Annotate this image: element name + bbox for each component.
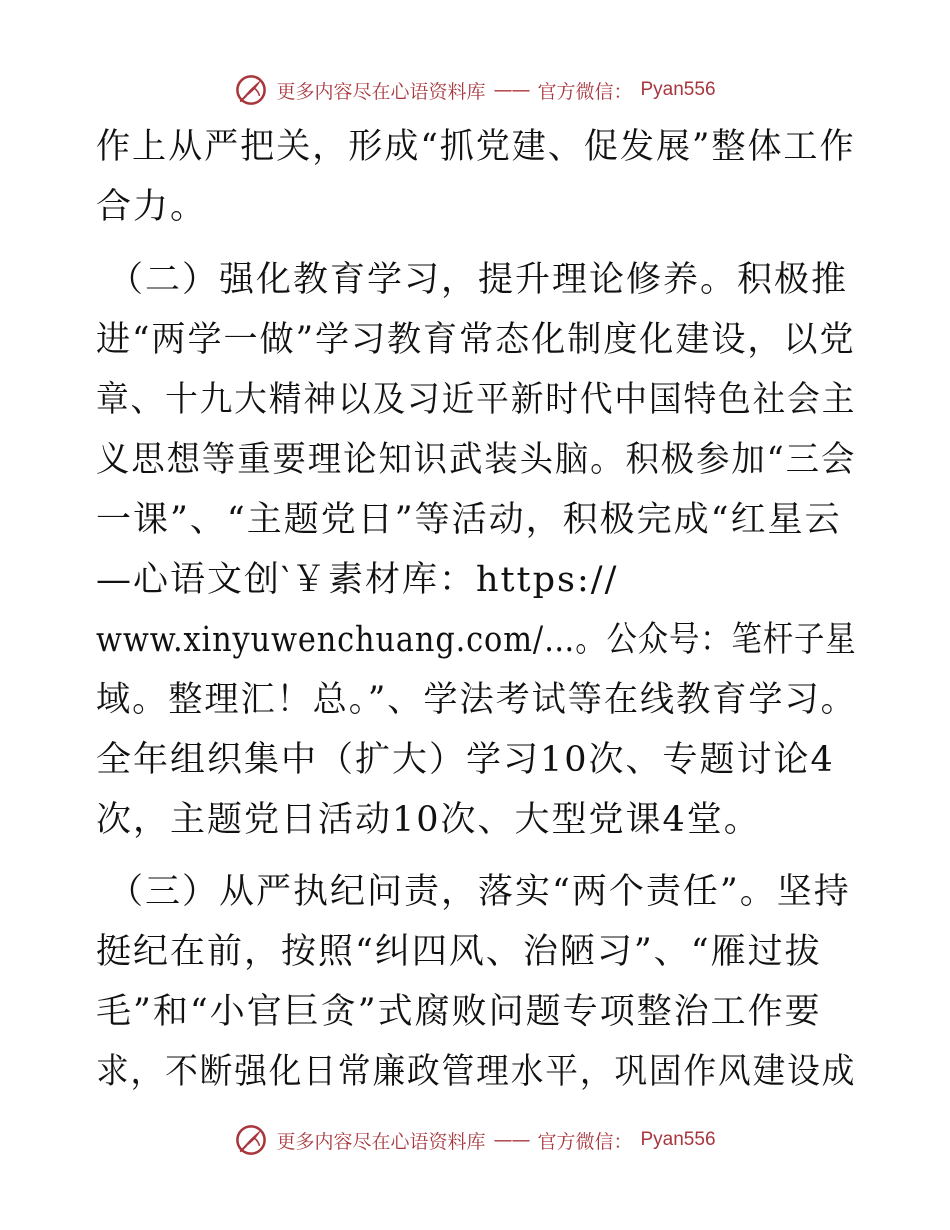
quill-pen-logo-icon <box>234 73 268 107</box>
footer-wechat-id: Pyan556 <box>640 1129 716 1150</box>
section-heading-3: （三）从严执纪问责，落实“两个责任”。坚持 <box>108 872 851 912</box>
body-line: 章、十九大精神以及习近平新时代中国特色社会主 <box>96 380 857 420</box>
body-line: 合力。 <box>96 187 208 227</box>
header-wechat-id: Pyan556 <box>640 79 716 100</box>
header-wechat-label: 官方微信： <box>537 80 633 103</box>
body-line: 义思想等重要理论知识武装头脑。积极参加“三会 <box>96 440 857 480</box>
header-site-text: 更多内容尽在心语资料库 <box>276 80 486 103</box>
body-line: 次，主题党日活动10次、大型党课4堂。 <box>96 800 761 840</box>
body-line: —心语文创‵￥素材库：https:// <box>96 560 619 600</box>
body-line-url: www.xinyuwenchuang.com/…。公众号：笔杆子星 <box>96 620 857 660</box>
header-banner <box>0 70 950 110</box>
footer-site-text: 更多内容尽在心语资料库 <box>276 1130 486 1153</box>
footer-dash: —— <box>493 1129 530 1151</box>
footer-banner <box>0 1120 950 1160</box>
body-line: 全年组织集中（扩大）学习10次、专题讨论4 <box>96 740 835 780</box>
section-heading-2: （二）强化教育学习，提升理论修养。积极推 <box>108 260 849 300</box>
footer-wechat-label: 官方微信： <box>537 1130 633 1153</box>
body-line: 域。整理汇！总。”、学法考试等在线教育学习。 <box>96 680 857 720</box>
quill-pen-logo-icon <box>234 1123 268 1157</box>
body-line: 毛”和“小官巨贪”式腐败问题专项整治工作要 <box>96 992 822 1032</box>
header-dash: —— <box>493 79 530 101</box>
body-line: 作上从严把关，形成“抓党建、促发展”整体工作 <box>96 127 856 167</box>
body-line: 挺纪在前，按照“纠四风、治陋习”、“雁过拔 <box>96 932 822 972</box>
body-line: 求，不断强化日常廉政管理水平，巩固作风建设成 <box>96 1052 857 1092</box>
body-line: 一课”、“主题党日”等活动，积极完成“红星云 <box>96 500 842 540</box>
body-line: 进“两学一做”学习教育常态化制度化建设，以党 <box>96 320 856 360</box>
